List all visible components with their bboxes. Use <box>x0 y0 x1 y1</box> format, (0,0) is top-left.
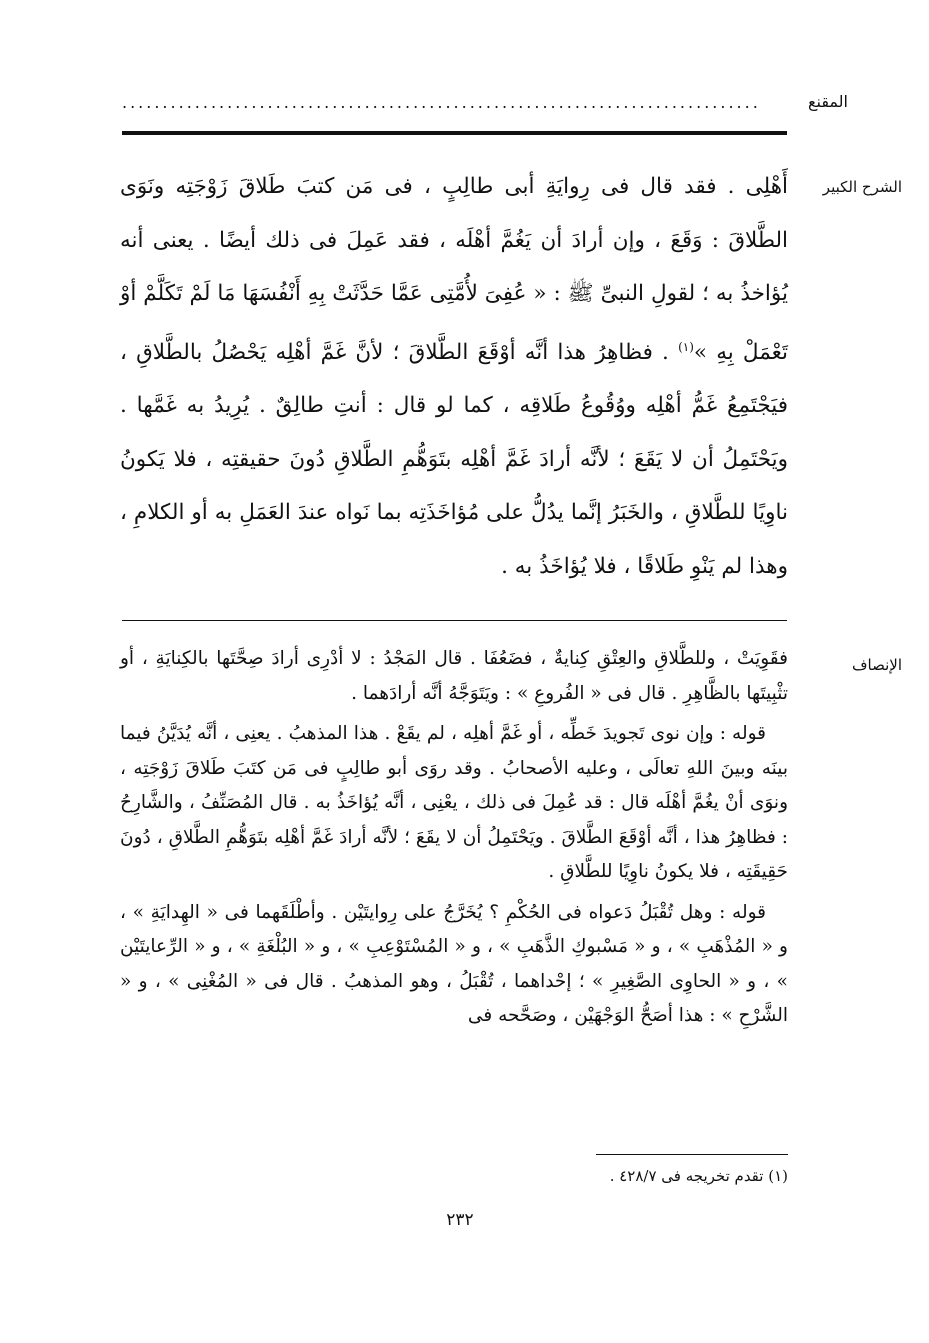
side-label-sharh: الشرح الكبير <box>822 178 902 196</box>
section-divider-rule <box>122 620 787 621</box>
insaf-paragraph: قوله : وهل تُقْبَلُ دَعواه فى الحُكْمِ ؟ يُخَرَّجُ على رِوايتَيْن . وأطْلَقَهما فى « الهِدايَةِ » ، و « المُذْهَبِ » ، و « مَسْبوكِ الذَّهَبِ » ، و « المُسْتَوْعِبِ » ، و « البُلْغَةِ » ، و « الرِّعايتَيْن » ، و « الحاوِى الصَّغِيرِ » ؛ إحْداهما ، تُقْبَلُ ، وهو المذهبُ . قال فى « المُغْنِى » ، و « الشَّرْحِ » : هذا أصَحُّ الوَجْهَيْن ، وصَحَّحه فى <box>120 901 788 1026</box>
sharh-text-block <box>120 160 788 593</box>
sharh-paragraph <box>120 160 788 593</box>
footnote-text: (١) تقدم تخريجه فى ٤٢٨/٧ . <box>609 1167 788 1185</box>
footnote-rule <box>596 1154 788 1155</box>
insaf-paragraph: قوله : وإن نوى تَجويدَ خَطِّه ، أو غَمَّ أهلِه ، لم يقَعْ . هذا المذهبُ . يعنِى ، أنَّه يُدَيَّنُ فيما بينَه وبينَ اللهِ تعالَى ، وعليه الأصحابُ . وقد روَى أبو طالِبٍ فى مَن كتَبَ طَلاقَ زَوْجَتِه ، ونوَى أنْ يغُمَّ أهْلَه قال : قد عُمِلَ فى ذلك ، يعْنِى ، أنَّه يُؤاخَذُ به . قال المُصَنِّفُ ، والشَّارِحُ : فظاهِرُ هذا ، أنَّه أوْقَعَ الطَّلاقَ . ويَحْتَمِلُ أن لا يقَعَ ؛ لأنَّه أرادَ غَمَّ أهْلِه بتَوَهُّمِ الطَّلاقِ ، دُونَ حَقِيقَتِه ، فلا يكونُ ناوِيًا للطَّلاقِ . <box>120 723 788 882</box>
running-header-title: المقنع <box>807 92 848 111</box>
sharh-paragraph-main: أَهْلِى . فقد قال فى رِوايَةِ أبى طالِبٍ ، فى مَن كتبَ طَلاقَ زَوْجَتِه ونَوَى الطَّلاقَ : وَقَعَ ، وإن أرادَ أن يَغُمَّ أهْلَه ، فقد عَمِلَ فى ذلك أيضًا . يعنى أنه يُؤاخذُ به ؛ لقولِ النبىِّ ﷺ : « عُفِىَ لأُمَّتِى عَمَّا حَدَّثَتْ بِهِ أَنْفُسَهَا مَا لَمْ تَكَلَّمْ أوْ تَعْمَلْ بِهِ » <box>120 174 789 365</box>
page-number: ٢٣٢ <box>446 1210 474 1230</box>
side-label-insaf: الإنصاف <box>851 656 902 674</box>
header-rule <box>122 131 787 135</box>
insaf-paragraph: فقَوِيَتْ ، وللطَّلاقِ والعِتْقِ كِنايةٌ ، فضَعُفَا . قال المَجْدُ : لا أدْرِى أرادَ صِحَّتَها بالكِنايَةِ ، أو تثْبِيتَها بالظَّاهِرِ . قال فى « الفُروعِ » : ويَتَوَجَّهُ أنَّه أرادَهما . <box>120 648 788 704</box>
header-dot-leader: ............................................................................... <box>122 93 761 112</box>
sharh-paragraph-rest: . فظاهِرُ هذا أنَّه أوْقَعَ الطَّلاقَ ؛ لأنَّ غَمَّ أهْلِه يَحْصُلُ بالطَّلاقِ ، فيَجْتَمِعُ غَمُّ أهْلِه ووُقُوعُ طَلاقِه ، كما لو قال : أنتِ طالِقٌ . يُرِيدُ به غَمَّها . ويَحْتَمِلُ أن لا يَقَعَ ؛ لأنَّه أرادَ غَمَّ أهْلِه بتَوَهُّمِ الطَّلاقِ دُونَ حقيقتِه ، فلا يَكونُ ناوِيًا للطَّلاقِ ، والخَبَرُ إنَّما يدُلُّ على مُؤاخَذَتِه بما نَواه عندَ العَمَلِ به أو الكلامِ ، وهذا لم يَنْوِ طَلاقًا ، فلا يُؤاخَذُ به . <box>120 339 788 579</box>
footnote-marker: (١) <box>678 339 694 354</box>
insaf-text-block <box>120 642 788 1034</box>
